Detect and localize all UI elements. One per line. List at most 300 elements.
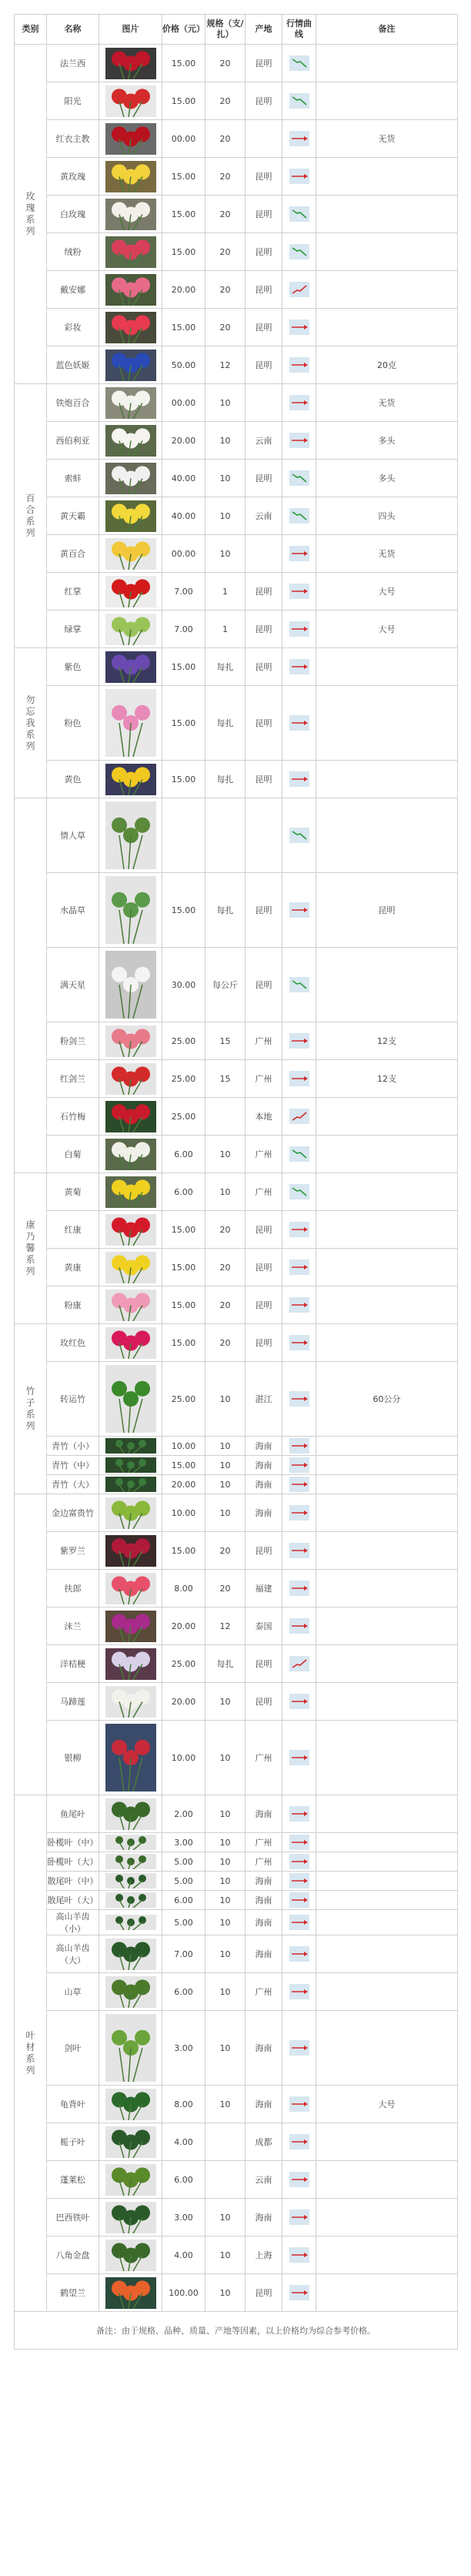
flower-photo <box>105 1835 156 1850</box>
spec-value: 10 <box>205 1494 246 1532</box>
spec-value: 每扎 <box>205 873 246 948</box>
photo-cell <box>99 1173 162 1211</box>
flower-photo <box>105 387 156 419</box>
table-row <box>15 158 458 196</box>
origin-value: 广州 <box>246 1022 282 1060</box>
spec-value: 10 <box>205 1683 246 1721</box>
photo-cell <box>99 82 162 120</box>
spec-value: 10 <box>205 2011 246 2086</box>
origin-value: 广州 <box>246 1833 282 1852</box>
price-value: 15.00 <box>162 196 205 233</box>
price-value: 3.00 <box>162 1833 205 1852</box>
photo-cell <box>99 2123 162 2161</box>
flower-photo <box>105 2014 156 2082</box>
origin-value: 昆明 <box>246 271 282 309</box>
price-value: 15.00 <box>162 309 205 346</box>
flower-photo <box>105 2202 156 2233</box>
photo-cell <box>99 2086 162 2123</box>
flower-photo <box>105 1535 156 1567</box>
flower-photo <box>105 1686 156 1718</box>
trend-icon <box>289 1477 309 1492</box>
price-value: 7.00 <box>162 573 205 611</box>
table-row <box>15 873 458 948</box>
flower-photo <box>105 2240 156 2271</box>
table-row <box>15 611 458 648</box>
flower-name: 戴安娜 <box>47 271 99 309</box>
photo-cell <box>99 158 162 196</box>
remark-value <box>316 1475 458 1494</box>
trend-icon <box>289 1656 309 1671</box>
trend-icon <box>289 1222 309 1237</box>
flower-name: 鱼尾叶 <box>47 1795 99 1833</box>
category-cell <box>15 1795 47 2312</box>
photo-cell <box>99 648 162 686</box>
origin-value: 昆明 <box>246 1286 282 1324</box>
origin-value: 昆明 <box>246 196 282 233</box>
origin-value: 海南 <box>246 1872 282 1891</box>
table-row <box>15 798 458 873</box>
spec-value: 10 <box>205 2236 246 2274</box>
origin-value: 昆明 <box>246 573 282 611</box>
remark-value <box>316 1910 458 1935</box>
trend-cell <box>282 1721 316 1795</box>
remark-value: 大号 <box>316 573 458 611</box>
trend-cell <box>282 1891 316 1910</box>
photo-cell <box>99 1362 162 1437</box>
trend-cell <box>282 1060 316 1098</box>
flower-photo <box>105 48 156 79</box>
flower-name: 龟背叶 <box>47 2086 99 2123</box>
photo-cell <box>99 1022 162 1060</box>
origin-value: 昆明 <box>246 1249 282 1286</box>
photo-cell <box>99 1324 162 1362</box>
trend-icon <box>289 1391 309 1407</box>
price-value: 25.00 <box>162 1645 205 1683</box>
flower-name: 红衣主教 <box>47 120 99 158</box>
spec-value: 10 <box>205 1891 246 1910</box>
photo-cell <box>99 196 162 233</box>
trend-icon <box>289 1892 309 1908</box>
table-row <box>15 384 458 422</box>
trend-cell <box>282 158 316 196</box>
price-table <box>14 14 458 2350</box>
spec-value: 10 <box>205 2274 246 2312</box>
photo-cell <box>99 1249 162 1286</box>
photo-cell <box>99 1475 162 1494</box>
table-row <box>15 2161 458 2199</box>
flower-name: 玫红色 <box>47 1324 99 1362</box>
flower-photo <box>105 1457 156 1473</box>
flower-photo <box>105 614 156 645</box>
trend-cell <box>282 2236 316 2274</box>
flower-photo <box>105 500 156 532</box>
trend-cell <box>282 1324 316 1362</box>
trend-cell <box>282 1211 316 1249</box>
photo-cell <box>99 2236 162 2274</box>
price-value <box>162 798 205 873</box>
trend-cell <box>282 1456 316 1475</box>
spec-value: 15 <box>205 1060 246 1098</box>
price-value: 4.00 <box>162 2123 205 2161</box>
table-row <box>15 1852 458 1872</box>
spec-value: 10 <box>205 1456 246 1475</box>
remark-value: 无货 <box>316 120 458 158</box>
trend-icon <box>289 584 309 599</box>
price-value: 15.00 <box>162 873 205 948</box>
table-row <box>15 1136 458 1173</box>
trend-cell <box>282 1607 316 1645</box>
table-row <box>15 1872 458 1891</box>
price-value: 15.00 <box>162 1249 205 1286</box>
remark-value <box>316 1973 458 2011</box>
origin-value <box>246 120 282 158</box>
remark-value <box>316 82 458 120</box>
table-row <box>15 573 458 611</box>
origin-value: 海南 <box>246 1475 282 1494</box>
spec-value: 每扎 <box>205 686 246 761</box>
trend-cell <box>282 535 316 573</box>
origin-value: 海南 <box>246 2011 282 2086</box>
table-row <box>15 1570 458 1607</box>
spec-value: 20 <box>205 1570 246 1607</box>
origin-value: 海南 <box>246 2086 282 2123</box>
remark-value <box>316 761 458 798</box>
origin-value: 昆明 <box>246 45 282 82</box>
spec-value <box>205 2161 246 2199</box>
category-label: 竹子系列 <box>25 1386 35 1431</box>
origin-value: 海南 <box>246 1456 282 1475</box>
category-label: 叶材系列 <box>25 2030 35 2076</box>
trend-cell <box>282 1249 316 1286</box>
remark-value <box>316 2123 458 2161</box>
table-row <box>15 1607 458 1645</box>
trend-icon <box>289 1946 309 1962</box>
trend-cell <box>282 1973 316 2011</box>
remark-value <box>316 2199 458 2236</box>
table-row <box>15 1833 458 1852</box>
remark-value <box>316 1532 458 1570</box>
remark-value <box>316 45 458 82</box>
category-cell <box>15 384 47 648</box>
trend-icon <box>289 1184 309 1199</box>
origin-value: 上海 <box>246 2236 282 2274</box>
trend-icon <box>289 2210 309 2225</box>
flower-photo <box>105 1798 156 1830</box>
origin-value: 成都 <box>246 2123 282 2161</box>
flower-name: 绒粉 <box>47 233 99 271</box>
price-value: 15.00 <box>162 1211 205 1249</box>
category-cell <box>15 798 47 1173</box>
trend-cell <box>282 2199 316 2236</box>
price-value: 40.00 <box>162 497 205 535</box>
origin-value: 昆明 <box>246 346 282 384</box>
photo-cell <box>99 1795 162 1833</box>
spec-value: 10 <box>205 2086 246 2123</box>
flower-name: 粉康 <box>47 1286 99 1324</box>
origin-value: 泰国 <box>246 1607 282 1645</box>
photo-cell <box>99 686 162 761</box>
table-row <box>15 1324 458 1362</box>
table-row <box>15 1022 458 1060</box>
price-value: 6.00 <box>162 1136 205 1173</box>
flower-photo <box>105 1176 156 1208</box>
flower-name: 石竹梅 <box>47 1098 99 1136</box>
photo-cell <box>99 1721 162 1795</box>
remark-value: 四头 <box>316 497 458 535</box>
remark-value: 12支 <box>316 1022 458 1060</box>
photo-cell <box>99 1891 162 1910</box>
spec-value: 20 <box>205 1211 246 1249</box>
spec-value: 1 <box>205 573 246 611</box>
photo-cell <box>99 233 162 271</box>
spec-value: 10 <box>205 1362 246 1437</box>
trend-icon <box>289 319 309 335</box>
table-row <box>15 2086 458 2123</box>
photo-cell <box>99 1872 162 1891</box>
spec-value: 每扎 <box>205 1645 246 1683</box>
origin-value: 广州 <box>246 1173 282 1211</box>
price-value: 20.00 <box>162 1607 205 1645</box>
origin-value: 昆明 <box>246 309 282 346</box>
photo-cell <box>99 1607 162 1645</box>
trend-icon <box>289 2172 309 2187</box>
category-label: 勿忘我系列 <box>25 694 35 751</box>
remark-value <box>316 158 458 196</box>
flower-photo <box>105 1214 156 1246</box>
trend-icon <box>289 2247 309 2263</box>
remark-value <box>316 686 458 761</box>
remark-value <box>316 1872 458 1891</box>
remark-value: 无货 <box>316 384 458 422</box>
origin-value: 本地 <box>246 1098 282 1136</box>
photo-cell <box>99 1532 162 1570</box>
trend-icon <box>289 1505 309 1521</box>
trend-icon <box>289 2285 309 2300</box>
flower-name: 紫罗兰 <box>47 1532 99 1570</box>
price-value: 15.00 <box>162 1324 205 1362</box>
trend-cell <box>282 611 316 648</box>
flower-name: 洋桔梗 <box>47 1645 99 1683</box>
table-row <box>15 1362 458 1437</box>
flower-photo <box>105 2164 156 2196</box>
trend-icon <box>289 1806 309 1822</box>
origin-value: 昆明 <box>246 648 282 686</box>
trend-icon <box>289 828 309 843</box>
spec-value: 10 <box>205 1872 246 1891</box>
spec-value: 20 <box>205 309 246 346</box>
flower-photo <box>105 1497 156 1529</box>
flower-photo <box>105 274 156 306</box>
flower-name: 情人草 <box>47 798 99 873</box>
category-cell <box>15 1173 47 1324</box>
flower-photo <box>105 951 156 1019</box>
trend-icon <box>289 1915 309 1930</box>
price-value: 25.00 <box>162 1060 205 1098</box>
spec-value: 10 <box>205 1437 246 1456</box>
flower-photo <box>105 538 156 570</box>
flower-name: 法兰西 <box>47 45 99 82</box>
flower-name: 马蹄莲 <box>47 1683 99 1721</box>
photo-cell <box>99 1935 162 1973</box>
flower-name: 粉色 <box>47 686 99 761</box>
flower-photo <box>105 1365 156 1433</box>
flower-name: 彩妆 <box>47 309 99 346</box>
trend-cell <box>282 233 316 271</box>
flower-photo <box>105 1939 156 1970</box>
price-table-body <box>15 45 458 2350</box>
origin-value <box>246 798 282 873</box>
photo-cell <box>99 271 162 309</box>
flower-name: 剑叶 <box>47 2011 99 2086</box>
trend-icon <box>289 1854 309 1869</box>
origin-value: 昆明 <box>246 1532 282 1570</box>
price-value: 7.00 <box>162 611 205 648</box>
trend-icon <box>289 169 309 184</box>
table-row <box>15 233 458 271</box>
table-row <box>15 1173 458 1211</box>
trend-cell <box>282 346 316 384</box>
flower-name: 卧榄叶（中） <box>47 1833 99 1852</box>
flower-photo <box>105 1101 156 1132</box>
trend-icon <box>289 433 309 448</box>
origin-value: 海南 <box>246 1935 282 1973</box>
spec-value: 每扎 <box>205 648 246 686</box>
photo-cell <box>99 1833 162 1852</box>
price-value: 15.00 <box>162 1456 205 1475</box>
flower-photo <box>105 1025 156 1057</box>
photo-cell <box>99 1494 162 1532</box>
trend-icon <box>289 508 309 524</box>
remark-value <box>316 1683 458 1721</box>
spec-value: 20 <box>205 120 246 158</box>
flower-name: 青竹（小） <box>47 1437 99 1456</box>
trend-cell <box>282 1570 316 1607</box>
category-label: 康乃馨系列 <box>25 1219 35 1276</box>
header-price: 价格（元） <box>162 15 205 45</box>
header-remark: 备注 <box>316 15 458 45</box>
photo-cell <box>99 1286 162 1324</box>
flower-photo <box>105 1438 156 1454</box>
price-value: 30.00 <box>162 948 205 1022</box>
remark-value <box>316 1891 458 1910</box>
origin-value: 海南 <box>246 1795 282 1833</box>
trend-cell <box>282 271 316 309</box>
trend-icon <box>289 1335 309 1350</box>
flower-photo <box>105 1915 156 1930</box>
trend-icon <box>289 715 309 731</box>
flower-name: 红掌 <box>47 573 99 611</box>
trend-cell <box>282 1022 316 1060</box>
trend-icon <box>289 902 309 918</box>
flower-name: 红剑兰 <box>47 1060 99 1098</box>
table-row <box>15 120 458 158</box>
table-row <box>15 2011 458 2086</box>
remark-value <box>316 798 458 873</box>
spec-value <box>205 1098 246 1136</box>
flower-name: 栀子叶 <box>47 2123 99 2161</box>
flower-photo <box>105 1139 156 1170</box>
remark-value <box>316 1136 458 1173</box>
trend-icon <box>289 470 309 486</box>
remark-value: 60公分 <box>316 1362 458 1437</box>
origin-value: 广州 <box>246 1721 282 1795</box>
flower-name: 水晶草 <box>47 873 99 948</box>
table-row <box>15 271 458 309</box>
table-row <box>15 535 458 573</box>
trend-icon <box>289 771 309 787</box>
table-row <box>15 1973 458 2011</box>
trend-cell <box>282 686 316 761</box>
origin-value <box>246 535 282 573</box>
table-row <box>15 1098 458 1136</box>
table-row <box>15 1494 458 1532</box>
flower-name: 黄色 <box>47 761 99 798</box>
flower-photo <box>105 651 156 683</box>
flower-name: 黄天霸 <box>47 497 99 535</box>
remark-value <box>316 1249 458 1286</box>
trend-icon <box>289 2040 309 2056</box>
remark-value <box>316 271 458 309</box>
trend-cell <box>282 2086 316 2123</box>
trend-cell <box>282 1795 316 1833</box>
photo-cell <box>99 497 162 535</box>
table-row <box>15 460 458 497</box>
table-row <box>15 2199 458 2236</box>
spec-value: 10 <box>205 1910 246 1935</box>
trend-cell <box>282 422 316 460</box>
photo-cell <box>99 535 162 573</box>
spec-value: 10 <box>205 1475 246 1494</box>
flower-name: 金边富贵竹 <box>47 1494 99 1532</box>
trend-cell <box>282 2123 316 2161</box>
flower-name: 散尾叶（大） <box>47 1891 99 1910</box>
trend-cell <box>282 196 316 233</box>
header-photo: 图片 <box>99 15 162 45</box>
spec-value: 20 <box>205 1249 246 1286</box>
trend-cell <box>282 1173 316 1211</box>
remark-value <box>316 1795 458 1833</box>
flower-photo <box>105 161 156 192</box>
trend-cell <box>282 873 316 948</box>
table-row <box>15 1645 458 1683</box>
spec-value: 10 <box>205 1852 246 1872</box>
flower-name: 青竹（中） <box>47 1456 99 1475</box>
flower-photo <box>105 350 156 381</box>
price-value: 15.00 <box>162 1286 205 1324</box>
trend-icon <box>289 93 309 109</box>
remark-value <box>316 1098 458 1136</box>
trend-cell <box>282 761 316 798</box>
remark-value <box>316 1645 458 1683</box>
price-value: 15.00 <box>162 761 205 798</box>
photo-cell <box>99 1570 162 1607</box>
origin-value: 广州 <box>246 1852 282 1872</box>
flower-name: 绿掌 <box>47 611 99 648</box>
flower-photo <box>105 1976 156 2008</box>
origin-value: 广州 <box>246 1060 282 1098</box>
header-spec: 规格（支/扎） <box>205 15 246 45</box>
trend-icon <box>289 1984 309 1999</box>
flower-name: 粉剑兰 <box>47 1022 99 1060</box>
flower-photo <box>105 236 156 268</box>
table-row <box>15 1532 458 1570</box>
trend-icon <box>289 977 309 992</box>
trend-icon <box>289 131 309 146</box>
trend-icon <box>289 621 309 637</box>
remark-value <box>316 1456 458 1475</box>
trend-cell <box>282 1286 316 1324</box>
header-name: 名称 <box>47 15 99 45</box>
